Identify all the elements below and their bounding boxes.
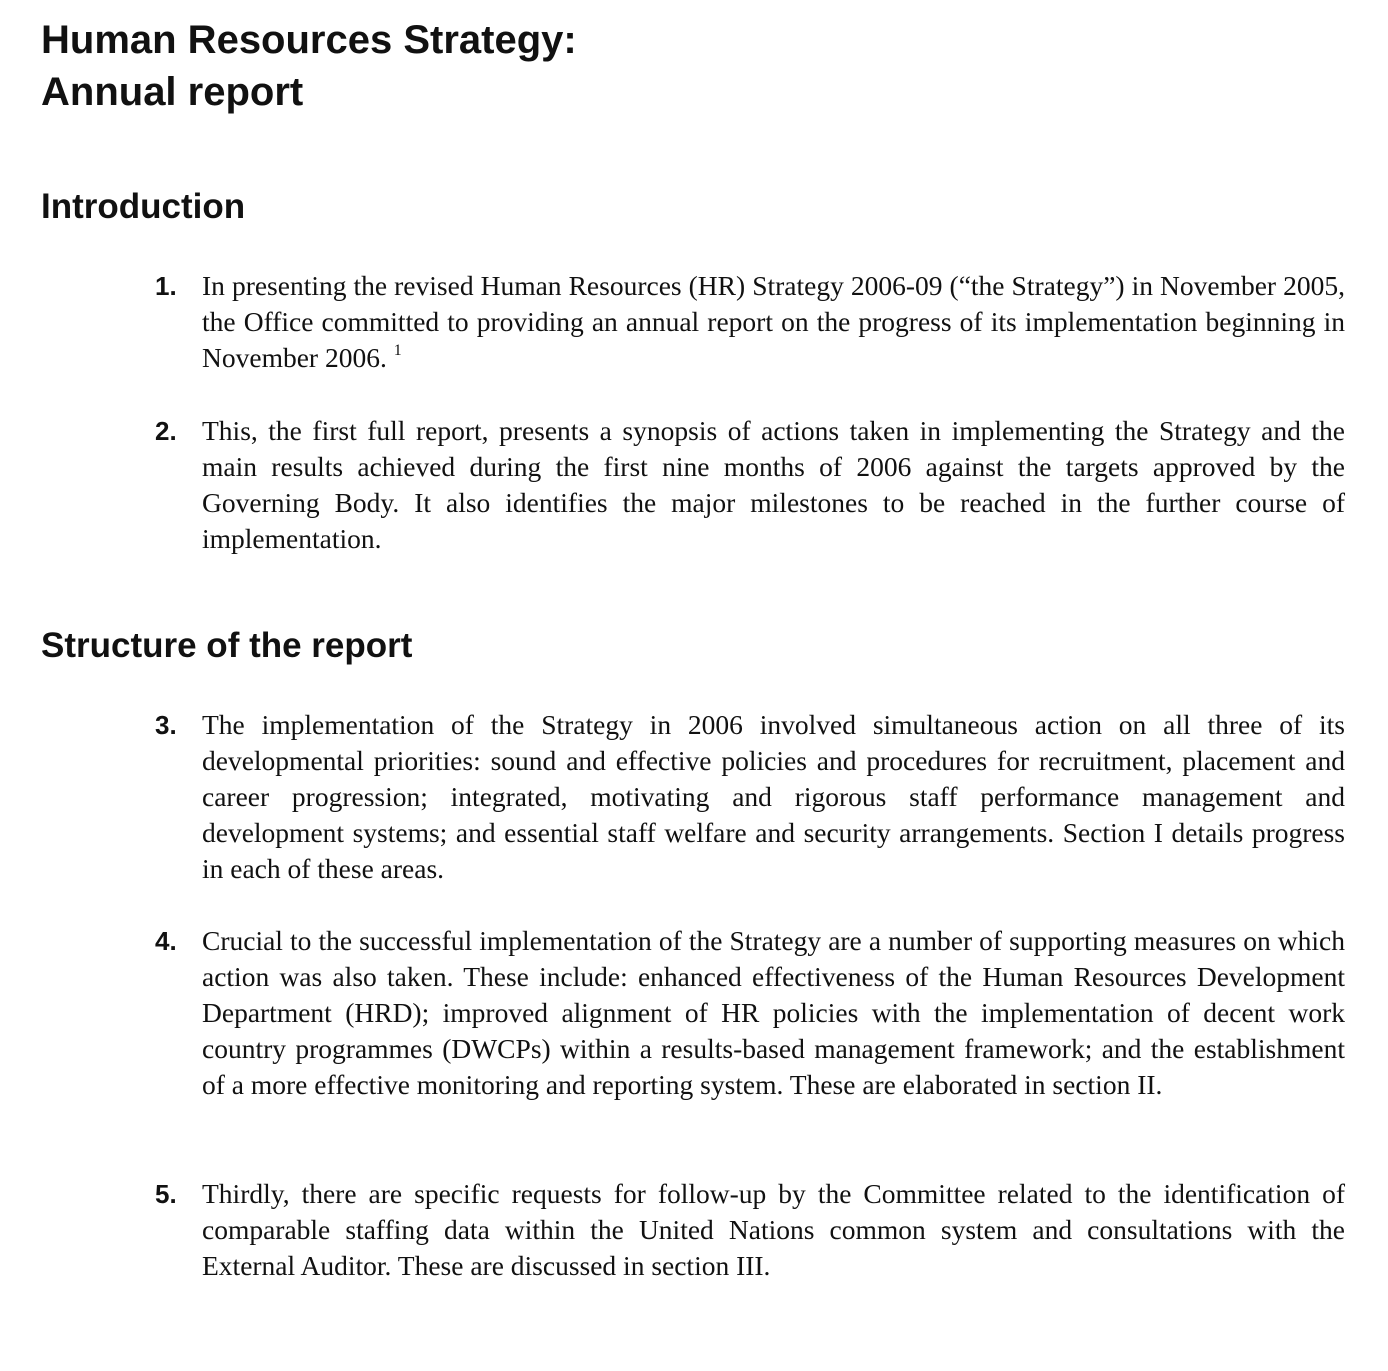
paragraph-3 bbox=[155, 707, 1345, 887]
footnote-marker[interactable]: 1 bbox=[393, 342, 402, 359]
document-title-line-2: Annual report bbox=[41, 70, 304, 114]
paragraph-text: This, the first full report, presents a synopsis of actions taken in implementing the Strategy and the main results achieved during the first nine months of 2006 against the targets approved by the Governing Body. It also identifies the major milestones to be reached in the further course of implementation. bbox=[202, 415, 1345, 554]
paragraph-text: Crucial to the successful implementation of the Strategy are a number of supporting measures on which action was also taken. These include: enhanced effectiveness of the Human Resources Development Department (HRD); improved alignment of HR policies with the implementation of decent work country programmes (DWCPs) within a results-based management framework; and the establishment of a more effective monitoring and reporting system. These are elaborated in section II. bbox=[202, 925, 1345, 1100]
section-heading-introduction: Introduction bbox=[41, 187, 246, 226]
paragraph-body: In presenting the revised Human Resources (HR) Strategy 2006-09 (“the Strategy”) in November 2005, the Office committed to providing an annual report on the progress of its implementation beginning in November 2006. bbox=[202, 270, 1345, 373]
paragraph-number: 4. bbox=[155, 926, 177, 956]
paragraph-number: 2. bbox=[155, 416, 177, 446]
document-title bbox=[41, 14, 577, 118]
paragraph-4 bbox=[155, 923, 1345, 1103]
paragraph-text bbox=[202, 268, 1345, 376]
paragraph-number: 1. bbox=[155, 271, 177, 301]
paragraph-5 bbox=[155, 1176, 1345, 1284]
document-title-line-1: Human Resources Strategy: bbox=[41, 18, 577, 62]
paragraph-text: The implementation of the Strategy in 2006 involved simultaneous action on all three of its developmental priorities: sound and effective policies and procedures for recruitment, placement and career progression; integrated, motivating and rigorous staff performance management and development systems; and essential staff welfare and security arrangements. Section I details progress in each of these areas. bbox=[202, 709, 1345, 884]
paragraph-2 bbox=[155, 413, 1345, 557]
paragraph-1 bbox=[155, 268, 1345, 376]
section-heading-structure: Structure of the report bbox=[41, 626, 413, 665]
paragraph-number: 5. bbox=[155, 1179, 177, 1209]
paragraph-text: Thirdly, there are specific requests for follow-up by the Committee related to the identification of comparable staffing data within the United Nations common system and consultations with the External Auditor. These are discussed in section III. bbox=[202, 1178, 1345, 1281]
paragraph-number: 3. bbox=[155, 710, 177, 740]
